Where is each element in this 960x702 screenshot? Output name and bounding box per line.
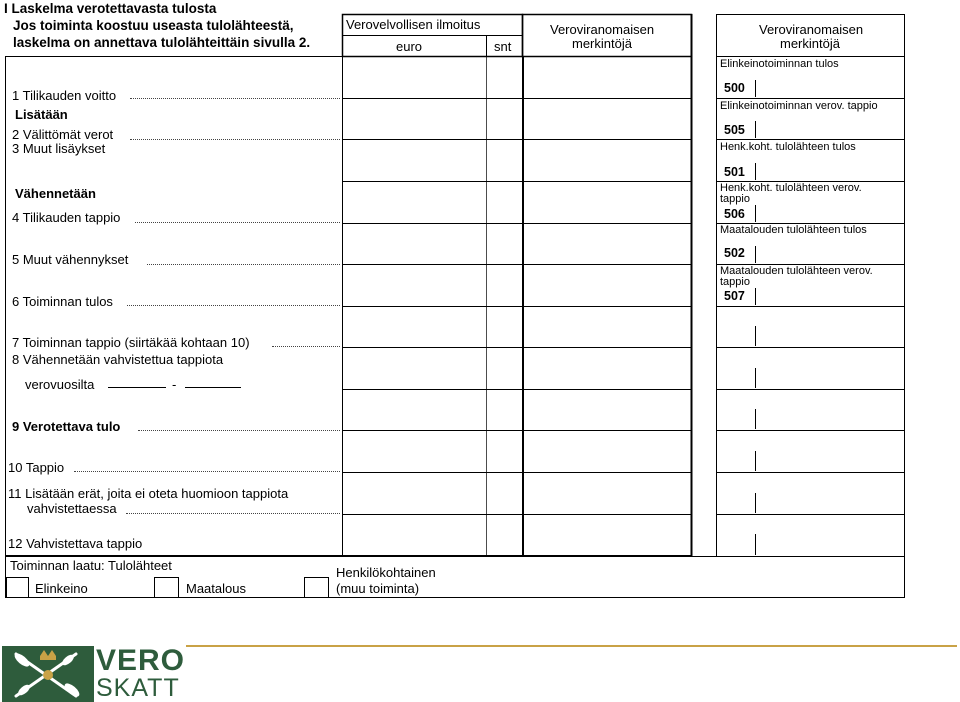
row-10-label: 10 Tappio (8, 460, 65, 475)
code-507: 507 (724, 289, 745, 303)
logo-text-skatt: SKATT (96, 674, 180, 702)
row-8-years-label: verovuosilta (25, 377, 95, 392)
row-12-label: 12 Vahvistettava tappio (8, 536, 143, 551)
row-2-dots (130, 139, 340, 140)
henkilokohtainen-sublabel: (muu toiminta) (336, 581, 420, 596)
code-506-label: Henk.koht. tulolähteen verov. (720, 182, 862, 194)
authority-column-header-1: Veroviranomaisen (550, 22, 655, 37)
row-9-dots (138, 430, 340, 431)
code-506: 506 (724, 207, 745, 221)
code-506-label-cont: tappio (720, 193, 750, 205)
row-11-dots (126, 513, 340, 514)
authority-column-header-2: merkintöjä (572, 36, 632, 51)
logo-text-vero: VERO (96, 644, 186, 677)
form-subtitle-1: Jos toiminta koostuu useasta tulolähteestä, (13, 18, 294, 33)
right-panel-title-1: Veroviranomaisen (759, 22, 864, 37)
row-7-dots (272, 346, 340, 347)
code-501-label: Henk.koht. tulolähteen tulos (720, 141, 856, 153)
row-1-label: 1 Tilikauden voitto (12, 88, 117, 103)
form-subtitle-2: laskelma on annettava tulolähteittäin sivulla 2. (13, 35, 311, 50)
row-11-label-cont: vahvistettaessa (27, 501, 117, 516)
activity-title: Toiminnan laatu: Tulolähteet (10, 558, 172, 573)
added-section-label: Lisätään (15, 107, 68, 122)
code-502-label: Maatalouden tulolähteen tulos (720, 224, 867, 236)
henkilokohtainen-checkbox[interactable] (304, 577, 329, 598)
code-502: 502 (724, 246, 745, 260)
year-from-line (108, 387, 166, 388)
elinkeino-label: Elinkeino (35, 581, 88, 596)
row-4-label: 4 Tilikauden tappio (12, 210, 121, 225)
code-507-label: Maatalouden tulolähteen verov. (720, 265, 873, 277)
taxpayer-column-header: Verovelvollisen ilmoitus (346, 17, 481, 32)
row-5-dots (147, 264, 340, 265)
year-dash: - (172, 377, 177, 392)
henkilokohtainen-label: Henkilökohtainen (336, 565, 436, 580)
row-9-label: 9 Verotettava tulo (12, 419, 121, 434)
row-5-label: 5 Muut vähennykset (12, 252, 129, 267)
row-8-label: 8 Vähennetään vahvistettua tappiota (12, 352, 224, 367)
row-7-label: 7 Toiminnan tappio (siirtäkää kohtaan 10) (12, 335, 250, 350)
code-505: 505 (724, 123, 745, 137)
row-11-label: 11 Lisätään erät, joita ei oteta huomioon tappiota (8, 486, 289, 501)
row-6-label: 6 Toiminnan tulos (12, 294, 113, 309)
code-505-label: Elinkeinotoiminnan verov. tappio (720, 100, 878, 112)
euro-column-header: euro (396, 39, 423, 54)
footer-divider (186, 645, 957, 647)
right-panel-title-2: merkintöjä (780, 36, 840, 51)
code-501: 501 (724, 165, 745, 179)
vero-logo-emblem (2, 646, 94, 702)
row-10-dots (74, 471, 340, 472)
row-4-dots (135, 222, 340, 223)
elinkeino-checkbox[interactable] (6, 577, 29, 598)
row-2-label: 2 Välittömät verot (12, 127, 114, 142)
year-to-line (185, 387, 241, 388)
snt-column-header: snt (494, 39, 512, 54)
deducted-section-label: Vähennetään (15, 186, 96, 201)
code-500: 500 (724, 81, 745, 95)
code-500-label: Elinkeinotoiminnan tulos (720, 58, 839, 70)
row-6-dots (127, 305, 340, 306)
row-3-label: 3 Muut lisäykset (12, 141, 106, 156)
row-1-dots (130, 98, 340, 99)
maatalous-checkbox[interactable] (154, 577, 179, 598)
code-507-label-cont: tappio (720, 276, 750, 288)
maatalous-label: Maatalous (186, 581, 246, 596)
form-title: I Laskelma verotettavasta tulosta (4, 1, 217, 16)
